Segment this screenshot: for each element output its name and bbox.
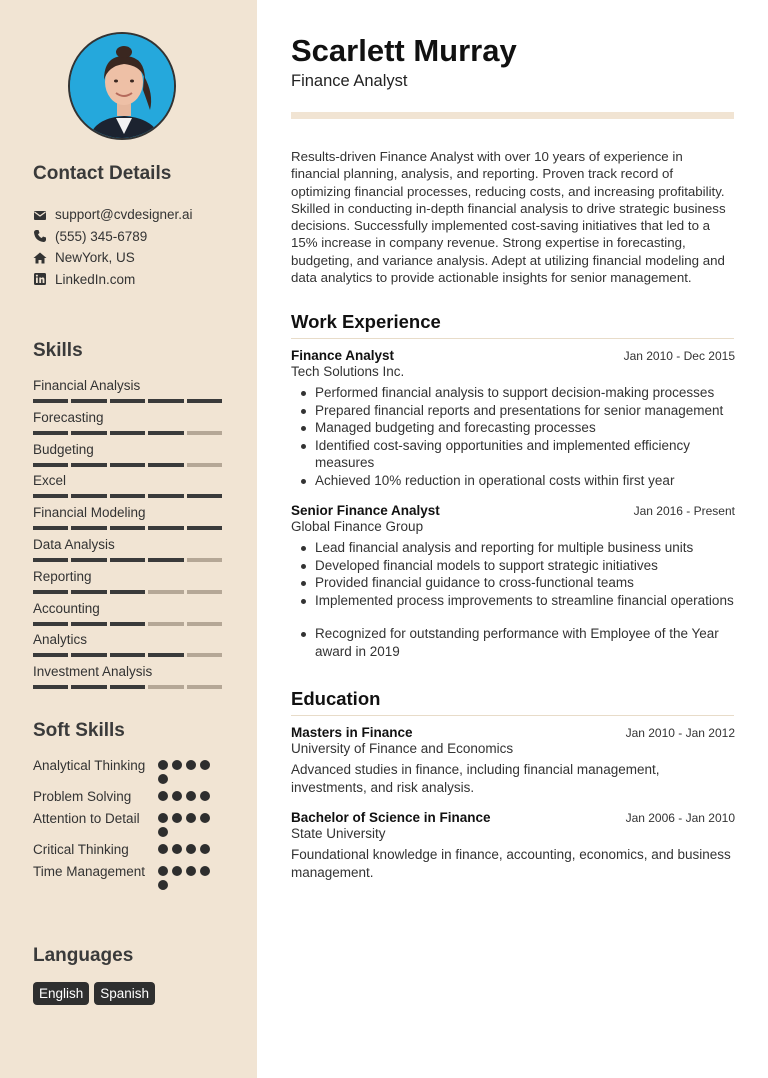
skill-level-bar: [33, 463, 223, 467]
skills-heading: Skills: [33, 340, 83, 361]
list-item: Prepared financial reports and presentations for senior management: [291, 402, 735, 420]
skill-level-segment: [110, 431, 145, 435]
skill-item: [33, 536, 223, 568]
skill-level-segment: [71, 653, 106, 657]
sidebar: [0, 0, 257, 1078]
skill-level-segment: [148, 431, 183, 435]
skill-name: Data Analysis: [33, 536, 115, 552]
skill-level-segment: [71, 558, 106, 562]
home-icon: [33, 251, 47, 265]
phone-icon: [33, 229, 47, 243]
skill-level-segment: [33, 590, 68, 594]
languages-heading: Languages: [33, 945, 134, 966]
rating-dot: [158, 813, 168, 823]
job-entry: [291, 348, 735, 489]
candidate-role: Finance Analyst: [291, 72, 408, 90]
soft-skill-rating: [158, 841, 214, 859]
skill-level-segment: [187, 399, 222, 403]
soft-skills-heading: Soft Skills: [33, 720, 125, 741]
skill-item: [33, 409, 223, 441]
skill-item: [33, 600, 223, 632]
profile-photo: [70, 34, 176, 140]
skill-level-segment: [33, 399, 68, 403]
degree-title: Masters in Finance: [291, 725, 413, 740]
rating-dot: [158, 880, 168, 890]
soft-skill-item: [33, 810, 233, 837]
soft-skill-rating: [158, 788, 214, 806]
job-bullets: [291, 384, 735, 489]
section-divider: [291, 715, 734, 716]
soft-skill-name: Analytical Thinking: [33, 758, 146, 773]
skill-level-bar: [33, 622, 223, 626]
soft-skill-name: Attention to Detail: [33, 811, 140, 826]
skill-level-segment: [110, 558, 145, 562]
skill-level-segment: [187, 494, 222, 498]
skill-level-segment: [148, 399, 183, 403]
skill-level-segment: [148, 526, 183, 530]
skill-level-segment: [187, 431, 222, 435]
soft-skill-rating: [158, 757, 214, 784]
rating-dot: [172, 844, 182, 854]
skill-item: [33, 631, 223, 663]
soft-skills-list: [33, 757, 233, 894]
contact-heading: Contact Details: [33, 163, 172, 184]
skill-level-bar: [33, 399, 223, 403]
skill-level-segment: [110, 622, 145, 626]
skill-level-segment: [110, 526, 145, 530]
soft-skill-item: [33, 757, 233, 784]
rating-dot: [200, 791, 210, 801]
language-badge: Spanish: [94, 982, 155, 1005]
job-date: Jan 2010 - Dec 2015: [623, 349, 735, 363]
school-name: State University: [291, 826, 386, 841]
contact-email[interactable]: [33, 204, 193, 226]
rating-dot: [200, 844, 210, 854]
skill-name: Accounting: [33, 600, 100, 616]
degree-description: Advanced studies in finance, including financial management, investments, and risk analysis.: [291, 762, 660, 795]
skill-level-segment: [187, 653, 222, 657]
avatar: [68, 32, 176, 140]
skill-item: [33, 504, 223, 536]
skill-item: [33, 377, 223, 409]
rating-dot: [186, 844, 196, 854]
skill-item: [33, 663, 223, 695]
list-item: Identified cost-saving opportunities and implemented efficiency measures: [291, 437, 735, 472]
skills-list: [33, 377, 223, 695]
rating-dot: [158, 760, 168, 770]
education-entry: [291, 810, 735, 882]
skill-level-segment: [187, 526, 222, 530]
skill-level-segment: [71, 431, 106, 435]
skill-level-segment: [187, 558, 222, 562]
rating-dot: [186, 813, 196, 823]
skill-level-segment: [33, 526, 68, 530]
skill-level-segment: [110, 653, 145, 657]
rating-dot: [158, 774, 168, 784]
soft-skill-name: Time Management: [33, 864, 146, 879]
list-item: Developed financial models to support strategic initiatives: [291, 557, 735, 575]
soft-skill-rating: [158, 810, 214, 837]
rating-dot: [158, 791, 168, 801]
list-item: Implemented process improvements to streamline financial operations: [291, 592, 735, 610]
skill-level-bar: [33, 494, 223, 498]
skill-level-segment: [110, 685, 145, 689]
rating-dot: [158, 844, 168, 854]
skill-level-segment: [148, 558, 183, 562]
skill-level-segment: [148, 463, 183, 467]
rating-dot: [200, 813, 210, 823]
skill-level-segment: [110, 399, 145, 403]
skill-name: Financial Modeling: [33, 505, 146, 521]
skill-level-segment: [187, 463, 222, 467]
languages-list: [33, 982, 155, 1005]
school-name: University of Finance and Economics: [291, 741, 514, 756]
skill-level-segment: [33, 494, 68, 498]
profile-summary: Results-driven Finance Analyst with over 10 years of experience in financial planning, analysis, and reporting. Proven track record of optimizing financial processes, reducing costs, and increasing profitability. Skilled in conducting in-depth financial analysis to drive strategic business decisions. Successfully implemented cost-saving initiatives that led to a 15% increase in company revenue. Strong expertise in forecasting, budgeting, and variance analysis. Adept at utilizing financial modeling and data analytics to provide actionable insights for senior management.: [291, 149, 726, 286]
job-bullets: [291, 539, 735, 609]
skill-level-segment: [33, 653, 68, 657]
linkedin-icon: [33, 272, 47, 286]
list-item: Performed financial analysis to support decision-making processes: [291, 384, 735, 402]
skill-level-segment: [148, 685, 183, 689]
section-divider: [291, 338, 734, 339]
degree-description: Foundational knowledge in finance, accounting, economics, and business management.: [291, 847, 731, 880]
skill-level-segment: [187, 685, 222, 689]
skill-name: Financial Analysis: [33, 378, 141, 393]
skill-level-segment: [148, 590, 183, 594]
soft-skill-name: Problem Solving: [33, 789, 132, 804]
header-divider: [291, 112, 734, 119]
skill-level-segment: [148, 494, 183, 498]
skill-item: [33, 472, 223, 504]
skill-level-segment: [187, 590, 222, 594]
skill-level-segment: [148, 622, 183, 626]
skill-level-segment: [33, 431, 68, 435]
skill-level-segment: [71, 399, 106, 403]
skill-level-segment: [71, 622, 106, 626]
skill-level-segment: [33, 463, 68, 467]
contact-linkedin[interactable]: [33, 269, 193, 291]
degree-date: Jan 2010 - Jan 2012: [625, 726, 735, 740]
soft-skill-item: [33, 863, 233, 890]
skill-level-segment: [110, 463, 145, 467]
list-item: Recognized for outstanding performance with Employee of the Year award in 2019: [291, 625, 735, 660]
rating-dot: [200, 760, 210, 770]
rating-dot: [186, 760, 196, 770]
job-extra-bullets: [291, 625, 735, 660]
contact-linkedin-text: LinkedIn.com: [55, 271, 136, 287]
skill-level-segment: [110, 590, 145, 594]
rating-dot: [200, 866, 210, 876]
list-item: Provided financial guidance to cross-functional teams: [291, 574, 735, 592]
education-entry: [291, 725, 735, 797]
soft-skill-item: [33, 841, 233, 859]
skill-name: Investment Analysis: [33, 664, 153, 680]
soft-skill-rating: [158, 863, 214, 890]
job-company: Global Finance Group: [291, 519, 424, 534]
job-title: Finance Analyst: [291, 348, 395, 363]
skill-level-segment: [71, 494, 106, 498]
rating-dot: [158, 827, 168, 837]
contact-phone-text: (555) 345-6789: [55, 228, 148, 244]
rating-dot: [172, 866, 182, 876]
list-item: Lead financial analysis and reporting for multiple business units: [291, 539, 735, 557]
work-experience-heading: Work Experience: [291, 311, 441, 332]
skill-level-segment: [71, 526, 106, 530]
skill-name: Excel: [33, 473, 67, 489]
skill-level-bar: [33, 431, 223, 435]
skill-level-segment: [33, 685, 68, 689]
job-entry: [291, 503, 735, 660]
skill-level-segment: [71, 590, 106, 594]
skill-name: Analytics: [33, 632, 88, 648]
skill-level-bar: [33, 558, 223, 562]
education-heading: Education: [291, 688, 381, 709]
candidate-name: Scarlett Murray: [291, 33, 517, 68]
language-badge: English: [33, 982, 89, 1005]
soft-skill-item: [33, 788, 233, 806]
skill-level-segment: [71, 463, 106, 467]
job-date: Jan 2016 - Present: [633, 504, 735, 518]
job-company: Tech Solutions Inc.: [291, 364, 405, 379]
skill-level-bar: [33, 526, 223, 530]
rating-dot: [186, 866, 196, 876]
soft-skill-name: Critical Thinking: [33, 842, 129, 857]
skill-level-segment: [33, 558, 68, 562]
skill-level-bar: [33, 653, 223, 657]
degree-date: Jan 2006 - Jan 2010: [625, 811, 735, 825]
rating-dot: [172, 813, 182, 823]
skill-item: [33, 568, 223, 600]
job-title: Senior Finance Analyst: [291, 503, 440, 518]
skill-level-segment: [71, 685, 106, 689]
skill-level-bar: [33, 685, 223, 689]
contact-phone[interactable]: [33, 226, 193, 248]
rating-dot: [186, 791, 196, 801]
rating-dot: [158, 866, 168, 876]
skill-name: Reporting: [33, 568, 92, 584]
envelope-icon: [33, 208, 47, 222]
degree-title: Bachelor of Science in Finance: [291, 810, 491, 825]
skill-name: Budgeting: [33, 441, 94, 457]
skill-item: [33, 441, 223, 473]
list-item: Managed budgeting and forecasting processes: [291, 419, 735, 437]
contact-location[interactable]: [33, 247, 193, 269]
skill-level-segment: [33, 622, 68, 626]
rating-dot: [172, 791, 182, 801]
skill-level-segment: [187, 622, 222, 626]
skill-level-segment: [148, 653, 183, 657]
contact-location-text: NewYork, US: [55, 250, 135, 266]
rating-dot: [172, 760, 182, 770]
contact-list: [33, 204, 193, 290]
contact-email-text: support@cvdesigner.ai: [55, 207, 193, 223]
skill-name: Forecasting: [33, 409, 104, 425]
list-item: Achieved 10% reduction in operational costs within first year: [291, 472, 735, 490]
skill-level-bar: [33, 590, 223, 594]
skill-level-segment: [110, 494, 145, 498]
